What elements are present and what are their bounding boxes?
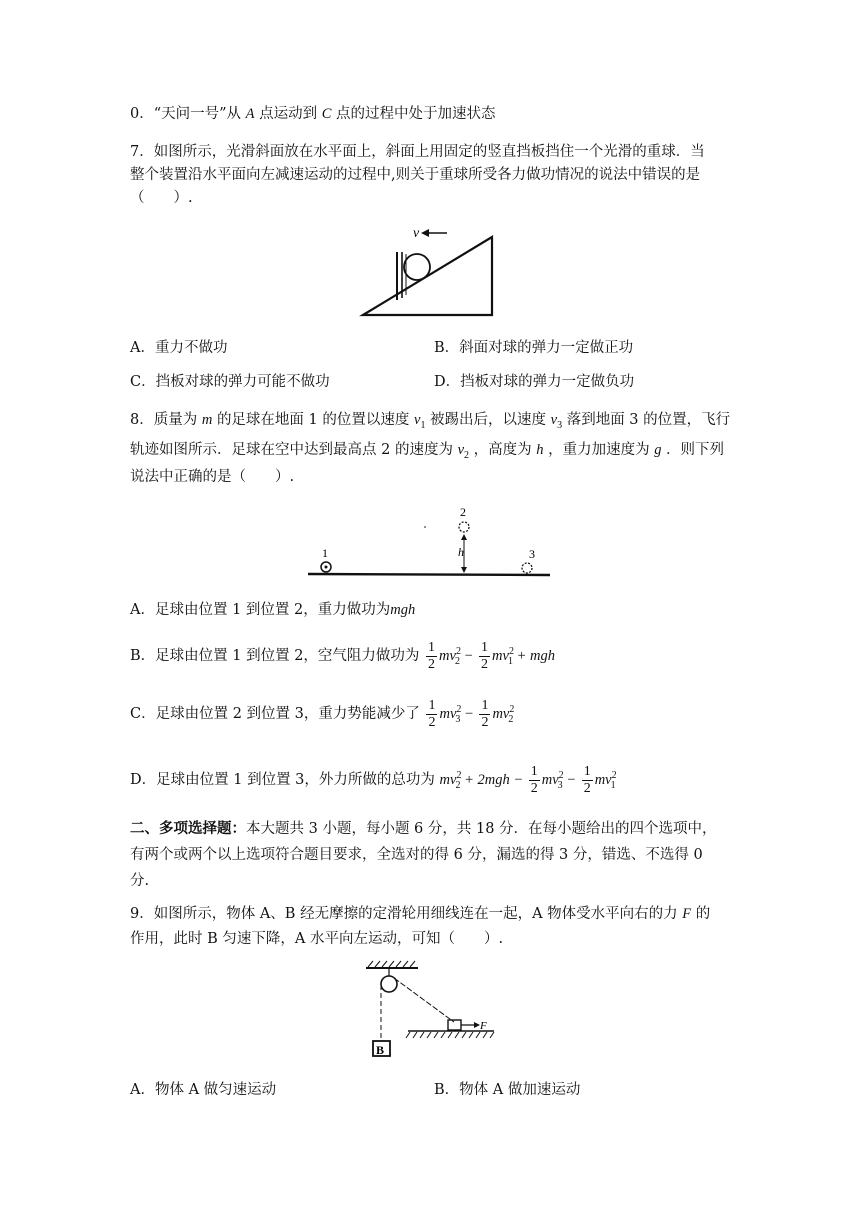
q7-option-a: A．重力不做功: [130, 340, 228, 356]
q8-height-label: h: [458, 545, 464, 559]
q6-point-c: C: [321, 106, 332, 122]
section2-line1: [130, 819, 730, 839]
q7-option-c: C．挡板对球的弹力可能不做功: [130, 374, 330, 390]
q8-option-a-formula: mgh: [390, 602, 416, 618]
q8-figure-football: [300, 505, 560, 580]
q7-velocity-label: v: [413, 226, 420, 241]
q9-figure-pulley: [360, 958, 500, 1063]
q8-option-a: [130, 600, 415, 620]
q8-option-d: [130, 764, 616, 798]
q9-text: 9．如图所示，物体 A、B 经无摩擦的定滑轮用细线连在一起，A 物体受水平向右的力: [130, 906, 678, 922]
q8-gravity-symbol: g: [654, 442, 662, 458]
q8-mass-symbol: m: [201, 412, 213, 428]
q8-v3-subscript: 3: [557, 419, 563, 431]
q8-text: ，重力加速度为: [548, 442, 650, 458]
q8-stem-line2: [130, 440, 730, 466]
q9-text: 的: [695, 906, 711, 922]
q6-text-mid: 点运动到: [259, 106, 318, 122]
q8-text: 落到地面 3 的位置，飞行: [566, 412, 731, 428]
q8-v3-symbol: v: [550, 412, 558, 428]
q6-option-d: [130, 104, 730, 124]
q8-position-2-label: 2: [460, 505, 466, 519]
q8-v1-symbol: v: [414, 412, 421, 428]
q8-position-1-label: 1: [322, 546, 328, 560]
q8-text: 的足球在地面 1 的位置以速度: [216, 412, 410, 428]
q9-stem-line2: 作用，此时 B 匀速下降，A 水平向左运动，可知（ ）.: [130, 931, 504, 947]
q7-stem-line2: 整个装置沿水平面向左减速运动的过程中,则关于重球所受各力做功情况的说法中错误的是: [130, 167, 701, 183]
q8-option-b-formula: $\frac{1}{2}$ $mv^2_2$ − $\frac{1}{2}$ $mv^2_1$ + mgh: [428, 640, 555, 672]
q6-text-prefix: 0．“天问一号”从: [130, 106, 242, 122]
q6-point-a: A: [245, 106, 255, 122]
q8-option-b-text: B．足球由位置 1 到位置 2，空气阻力做功为: [130, 647, 420, 664]
q9-force-symbol: F: [682, 906, 692, 922]
q9-option-a: A．物体 A 做匀速运动: [130, 1082, 277, 1098]
q8-height-symbol: h: [536, 442, 544, 458]
q8-option-c: [130, 698, 513, 732]
section2-line3: 分.: [130, 873, 150, 889]
q8-text: 8．质量为: [130, 412, 198, 428]
q8-text: ，高度为: [473, 442, 532, 458]
q7-stem-line3: （ ）.: [130, 190, 193, 206]
q8-stem-line1: [130, 410, 730, 436]
q8-v2-symbol: v: [457, 442, 464, 458]
q8-option-d-formula: $mv^2_2 + 2mgh$ − $\frac{1}{2}$ $mv^2_3$ − $\frac{1}{2}$ $mv^2_1$: [439, 764, 617, 796]
q8-option-c-formula: $\frac{1}{2}$ $mv^2_3$ − $\frac{1}{2}$ $mv^2_2$: [428, 698, 515, 730]
q8-text: 轨迹如图所示．足球在空中达到最高点 2 的速度为: [130, 442, 453, 458]
q7-option-d: D．挡板对球的弹力一定做负功: [434, 374, 635, 390]
q8-option-b: [130, 640, 555, 674]
q8-option-d-text: D．足球由位置 1 到位置 3，外力所做的总功为: [130, 771, 435, 788]
q8-option-a-text: A．足球由位置 1 到位置 2，重力做功为: [130, 602, 391, 618]
q8-v2-subscript: 2: [464, 449, 469, 461]
q8-text: 被踢出后，以速度: [430, 412, 547, 428]
section2-title: 二、多项选择题：: [130, 820, 246, 837]
q8-v1-subscript: 1: [420, 419, 426, 431]
section2-text: 本大题共 3 小题，每小题 6 分，共 18 分．在每小题给出的四个选项中，: [246, 821, 717, 837]
q9-option-b: B．物体 A 做加速运动: [434, 1082, 581, 1098]
q8-text: ．则下列: [666, 442, 725, 458]
section2-line2: 有两个或两个以上选项符合题目要求，全选对的得 6 分，漏选的得 3 分，错选、不选得 0: [130, 847, 703, 863]
q8-option-c-text: C．足球由位置 2 到位置 3，重力势能减少了: [130, 705, 420, 722]
q8-stem-line3: 说法中正确的是（ ）.: [130, 469, 295, 485]
q7-stem-line1: 7．如图所示，光滑斜面放在水平面上，斜面上用固定的竖直挡板挡住一个光滑的重球．当: [130, 144, 705, 160]
q7-figure-incline: [355, 222, 505, 322]
q9-force-label: F: [480, 1020, 487, 1032]
q9-stem-line1: [130, 904, 730, 924]
q7-option-b: B．斜面对球的弹力一定做正功: [434, 340, 634, 356]
q8-position-3-label: 3: [529, 547, 535, 561]
q9-block-b-label: B: [376, 1043, 385, 1057]
q6-text-tail: 点的过程中处于加速状态: [336, 106, 496, 122]
